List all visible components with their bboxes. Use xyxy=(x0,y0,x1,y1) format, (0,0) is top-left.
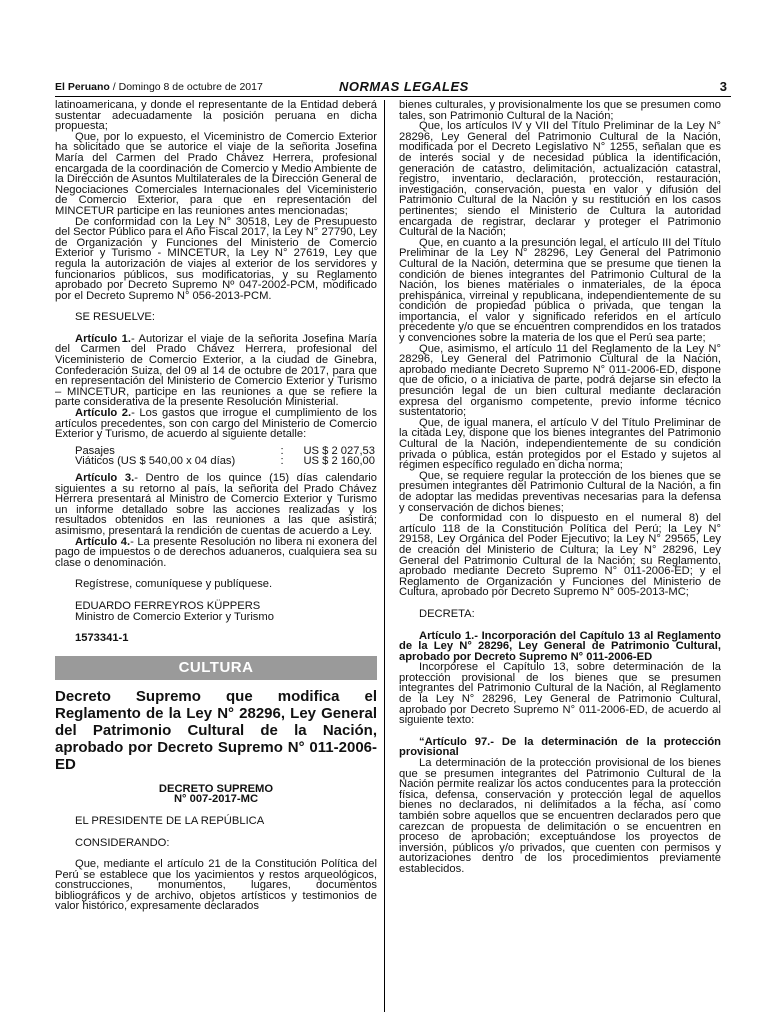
paragraph: Que, mediante el artículo 21 de la Constitución Política del Perú se establece que los yacimientos y restos arqueológicos, construcciones, monumentos, lugares, documentos bibliográficos y de archivo, objetos artísticos y testimonios de valor histórico, expresamente declarados xyxy=(55,858,377,913)
article-1-heading: Artículo 1.- Incorporación del Capítulo 13 al Reglamento de la Ley N° 28296, Ley General de Patrimonio Cultural, aprobado por Decreto Supremo N° 011-2006-ED xyxy=(399,629,721,663)
newspaper-logo: El Peruano xyxy=(55,81,110,93)
president-line: EL PRESIDENTE DE LA REPÚBLICA xyxy=(75,814,265,827)
document-number: 1573341-1 xyxy=(75,632,129,645)
paragraph: Que, asimismo, el artículo 11 del Reglamento de la Ley N° 28296, Ley General del Patrimonio Cultural de la Nación, aprobado mediante Decreto Supremo N° 011-2006-ED, dispone que de oficio, o a iniciativa de parte, podrá dejarse sin efecto la presunción legal de un bien cultural mediante declaración expresa del organismo competente, previo informe técnico sustentatorio; xyxy=(399,342,721,419)
signer-name: EDUARDO FERREYROS KÜPPERS xyxy=(75,599,261,612)
paragraph: bienes culturales, y provisionalmente los que se presumen como tales, son Patrimonio Cultural de la Nación; xyxy=(399,99,721,122)
column-divider xyxy=(384,100,385,1012)
paragraph: Que, en cuanto a la presunción legal, el artículo III del Título Preliminar de la Ley N° 28296, Ley General del Patrimonio Cultural de la Nación, determina que se presume que tienen la condición de bienes integrantes del Patrimonio Cultural de la Nación, los bienes materiales o inmateriales, de la época prehispánica, virreinal y republicana, independientemente de su condición de propiedad pública o privada, que tengan la importancia, el valor y significado referidos en el artículo precedente y/o que se encuentren comprendidos en los tratados y convenciones sobre la materia de los que el Perú sea parte; xyxy=(399,236,721,345)
article-label: Artículo 3. xyxy=(75,472,135,484)
article-label: Artículo 4. xyxy=(75,535,131,548)
decree-heading: DECRETO SUPREMO xyxy=(158,782,274,795)
paragraph: Que, se requiere regular la protección de los bienes que se presumen integrantes del Patrimonio Cultural de la Nación, a fin de adoptar las medidas preventivas necesarias para la defensa y conservación de dichos bienes; xyxy=(399,469,721,514)
section-banner: CULTURA xyxy=(55,656,377,680)
article-text: - Los gastos que irrogue el cumplimiento de los artículos precedentes, son con cargo del Ministerio de Comercio Exterior y Turismo, de acuerdo al siguiente detalle: xyxy=(55,407,377,441)
paragraph: Que, por lo expuesto, el Viceministro de Comercio Exterior ha solicitado que se autorice el viaje de la señorita Josefina María del Carmen del Prado Chávez Herrera, profesional encargada de la coordinación de Comercio y Medio Ambiente de la Dirección de Asuntos Multilaterales de la Dirección General de Negociaciones Comerciales Internacionales del Viceministerio de Comercio Exterior, para que en representación del MINCETUR participe en las reuniones antes mencionadas; xyxy=(55,130,377,217)
article-label: Artículo 2. xyxy=(75,407,132,420)
decree-title: Decreto Supremo que modifica el Reglamento de la Ley N° 28296, Ley General del Patrimonio Cultural de la Nación, aprobado por Decreto Supremo N° 011-2006-ED xyxy=(55,687,377,773)
article-text: - Dentro de los quince (15) días calendario siguientes a su retorno al país, la señorita del Prado Chávez Herrera presentará al Ministro de Comercio Exterior y Turismo un informe detallado sobre las acciones realizadas y los resultados obtenidos en las reuniones a las que asistirá; asimismo, presentará la rendición de cuentas de acuerdo a Ley. xyxy=(55,472,378,537)
expense-amount: US $ 2 160,00 xyxy=(303,455,375,468)
paragraph: De conformidad con la Ley N° 30518, Ley de Presupuesto del Sector Público para el Año Fiscal 2017, la Ley N° 27790, Ley de Organización y Funciones del Ministerio de Comercio Exterior y Turismo - MINCETUR, la Ley N° 27619, Ley que regula la autorización de viajes al exterior de los servidores y funcionarios públicos, sus modificatorias, y su Reglamento aprobado por Decreto Supremo Nº 047-2002-PCM, modificado por el Decreto Supremo N° 056-2013-PCM. xyxy=(55,215,377,302)
article-label: Artículo 1. xyxy=(75,332,131,345)
considerando-heading: CONSIDERANDO: xyxy=(75,836,170,849)
closing-formula: Regístrese, comuníquese y publíquese. xyxy=(75,578,273,591)
expenses-table xyxy=(75,446,375,467)
expense-item: Viáticos (US $ 540,00 x 04 días) xyxy=(75,455,236,468)
left-column xyxy=(55,100,377,912)
paragraph: De conformidad con lo dispuesto en el numeral 8) del artículo 118 de la Constitución Política del Perú; la Ley N° 29158, Ley Orgánica del Poder Ejecutivo; la Ley N° 29565, Ley de creación del Ministerio de Cultura; la Ley N° 28296, Ley General del Patrimonio Cultural de la Nación; su Reglamento, aprobado mediante Decreto Supremo N° 011-2006-ED; y el Reglamento de Organización y Funciones del Ministerio de Cultura, aprobado por Decreto Supremo N° 005-2013-MC; xyxy=(399,512,721,599)
article-2 xyxy=(55,408,377,440)
header-date: / Domingo 8 de octubre de 2017 xyxy=(109,81,263,93)
page-header xyxy=(55,80,731,97)
article-4 xyxy=(55,537,377,569)
paragraph: Que, de igual manera, el artículo V del Título Preliminar de la citada Ley, dispone que los bienes integrantes del Patrimonio Cultural de la Nación, independientemente de su condición privada o pública, están protegidos por el Estado y sujetos al régimen específico regulado en dicha norma; xyxy=(399,416,721,472)
paragraph: Que, los artículos IV y VII del Título Preliminar de la Ley N° 28296, Ley General del Patrimonio Cultural de la Nación, modificada por el Decreto Legislativo N° 1255, señalan que es de interés social y de necesidad pública la identificación, generación de catastro, delimitación, actualización catastral, registro, inventario, declaración, protección, restauración, investigación, conservación, puesta en valor y difusión del Patrimonio Cultural de la Nación y su restitución en los casos pertinentes; siendo el Ministerio de Cultura la autoridad encargada de registrar, declarar y proteger el Patrimonio Cultural de la Nación; xyxy=(399,120,721,239)
article-97-heading: “Artículo 97.- De la determinación de la protección provisional xyxy=(399,735,721,759)
expense-item: Pasajes xyxy=(75,444,115,457)
header-section-title: NORMAS LEGALES xyxy=(339,79,469,94)
expense-amount: US $ 2 027,53 xyxy=(303,444,375,457)
paragraph: Incorpórese el Capítulo 13, sobre determinación de la protección provisional de los bienes que se presumen integrantes del Patrimonio Cultural de la Nación, al Reglamento de la Ley N° 28296, Ley General de Patrimonio Cultural, aprobado por Decreto Supremo N° 011-2006-ED, de acuerdo al siguiente texto: xyxy=(399,661,721,727)
signer-title: Ministro de Comercio Exterior y Turismo xyxy=(75,610,274,623)
page-number: 3 xyxy=(719,79,727,94)
right-column xyxy=(399,100,721,875)
decree-number: N° 007-2017-MC xyxy=(173,793,259,806)
decreta-heading: DECRETA: xyxy=(419,607,475,620)
se-resuelve-heading: SE RESUELVE: xyxy=(75,311,155,324)
article-text: - Autorizar el viaje de la señorita Josefina María del Carmen del Prado Chávez Herrera, profesional del Viceministerio de Comercio Exterior, a la ciudad de Ginebra, Confederación Suiza, del 09 al 14 de octubre de 2017, para que en representación del Ministerio de Comercio Exterior y Turismo – MINCETUR, participe en las reuniones a que se refiere la parte considerativa de la presente Resolución Ministerial. xyxy=(55,332,377,409)
expense-separator: : xyxy=(280,455,284,468)
paragraph: La determinación de la protección provisional de los bienes que se presumen integrantes del Patrimonio Cultural de la Nación permite realizar los actos conducentes para la protección física, defensa, conservación y protección legal de aquellos bienes no declarados, ni delimitados a la fecha, así como también sobre aquellos que se encuentren declarados pero que carezcan de propuesta de delimitación o se encuentren en proceso de aprobación; exceptuándose los proyectos de inversión, públicos y/o privados, que cuenten con permisos y autorizaciones dentro de los procedimientos previamente establecidos. xyxy=(399,757,721,875)
header-publication xyxy=(55,81,263,93)
table-row xyxy=(75,456,375,467)
paragraph: latinoamericana, y donde el representante de la Entidad deberá sustentar adecuadamente la posición peruana en dicha propuesta; xyxy=(55,99,377,133)
article-3 xyxy=(55,473,377,537)
article-text: - La presente Resolución no libera ni exonera del pago de impuestos o de derechos aduaneros, cualquiera sea su clase o denominación. xyxy=(55,535,377,569)
article-1 xyxy=(55,334,377,408)
expense-separator: : xyxy=(280,444,284,457)
